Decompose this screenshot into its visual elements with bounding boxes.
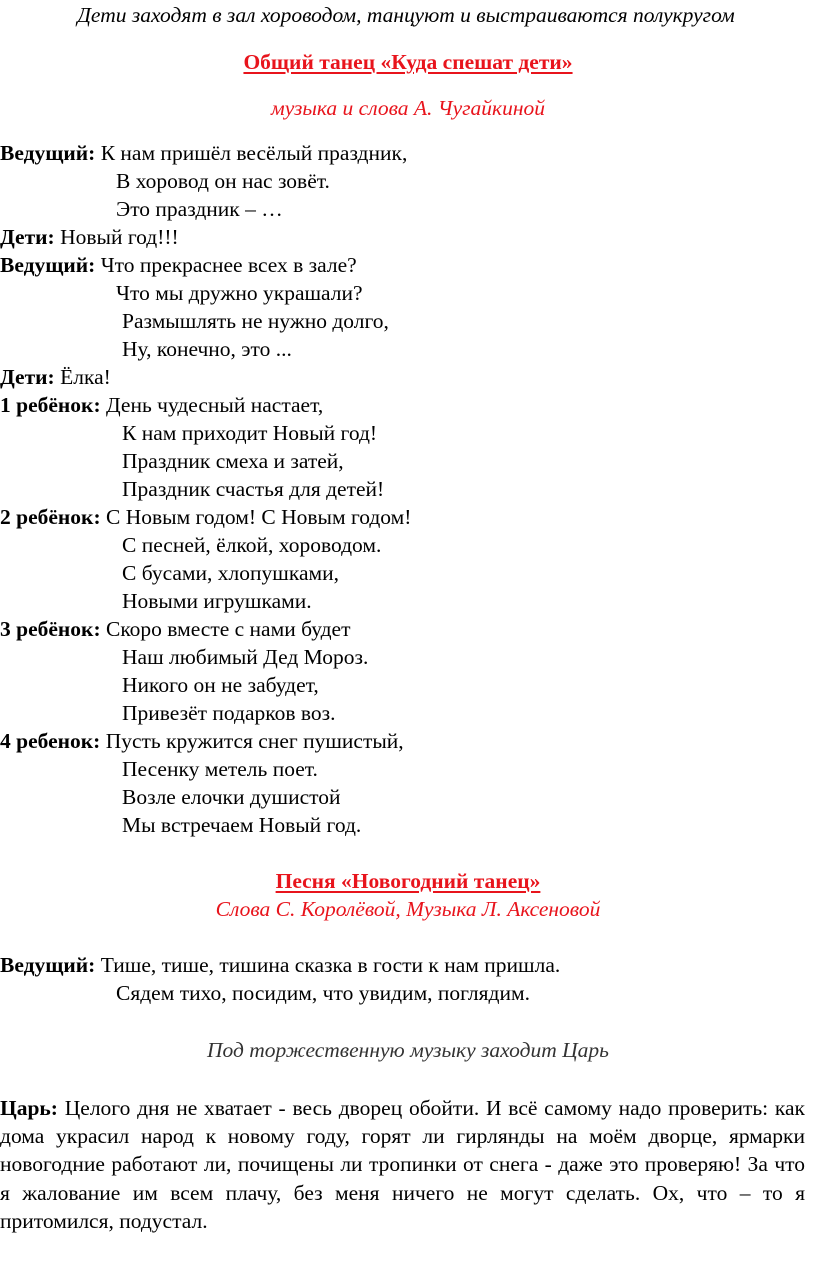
verse-line: К нам приходит Новый год!	[122, 421, 378, 445]
verse-line	[0, 391, 323, 419]
verse-line: Новыми игрушками.	[122, 589, 312, 613]
verse-line: Привезёт подарков воз.	[122, 701, 336, 725]
speaker-label: 4 ребенок:	[0, 729, 101, 753]
speaker-label: Ведущий:	[0, 953, 96, 977]
speaker-label: Дети:	[0, 225, 55, 249]
dance-credits: музыка и слова А. Чугайкиной	[270, 96, 546, 120]
song-credits: Слова С. Королёвой, Музыка Л. Аксеновой	[215, 897, 601, 921]
verse-line	[0, 139, 407, 167]
tsar-stage-direction: Под торжественную музыку заходит Царь	[207, 1038, 609, 1062]
verse-line: Никого он не забудет,	[122, 673, 319, 697]
verse-text: Что прекраснее всех в зале?	[100, 253, 357, 277]
speaker-label: 2 ребёнок:	[0, 505, 101, 529]
intro-stage-direction: Дети заходят в зал хороводом, танцуют и выстраиваются полукругом	[77, 3, 735, 27]
verse-text: Пусть кружится снег пушистый,	[105, 729, 404, 753]
speaker-label: 3 ребёнок:	[0, 617, 101, 641]
verse-line: Это праздник – …	[116, 197, 283, 221]
verse-line: Праздник смеха и затей,	[122, 449, 344, 473]
verse-text: Скоро вместе с нами будет	[105, 617, 351, 641]
verse-line: Песенку метель поет.	[122, 757, 318, 781]
verse-line	[0, 727, 404, 755]
verse-line: Сядем тихо, посидим, что увидим, поглядим.	[116, 981, 530, 1005]
verse-line	[0, 251, 357, 279]
speaker-label: Царь:	[0, 1096, 58, 1120]
verse-line: С бусами, хлопушками,	[122, 561, 339, 585]
speaker-label: Ведущий:	[0, 141, 96, 165]
verse-line: Мы встречаем Новый год.	[122, 813, 362, 837]
verse-text: Новый год!!!	[60, 225, 179, 249]
verse-line: Что мы дружно украшали?	[116, 281, 363, 305]
dance-title: Общий танец «Куда спешат дети»	[243, 50, 573, 74]
verse-text: Ёлка!	[60, 365, 111, 389]
verse-text: С Новым годом! С Новым годом!	[105, 505, 412, 529]
verse-line	[0, 951, 560, 979]
verse-text: Тише, тише, тишина сказка в гости к нам пришла.	[100, 953, 561, 977]
verse-line: Возле елочки душистой	[122, 785, 341, 809]
song-title: Песня «Новогодний танец»	[275, 869, 541, 893]
tsar-paragraph	[0, 1094, 805, 1235]
verse-line: Праздник счастья для детей!	[122, 477, 385, 501]
verse-line	[0, 363, 111, 391]
verse-line: С песней, ёлкой, хороводом.	[122, 533, 382, 557]
verse-line: Наш любимый Дед Мороз.	[122, 645, 369, 669]
verse-line: Ну, конечно, это ...	[122, 337, 292, 361]
speaker-label: Ведущий:	[0, 253, 96, 277]
verse-line	[0, 615, 350, 643]
speaker-label: Дети:	[0, 365, 55, 389]
tsar-speech: Целого дня не хватает - весь дворец обойти. И всё самому надо проверить: как дома украсил народ к новому году, горят ли гирлянды на моём дворце, ярмарки новогодние работают ли, почищены ли тропинки от снега - даже это проверяю! За что я жалование им всем плачу, без меня ничего не могут сделать. Ох, что – то я притомился, подустал.	[0, 1096, 806, 1233]
verse-line	[0, 223, 179, 251]
speaker-label: 1 ребёнок:	[0, 393, 101, 417]
verse-text: К нам пришёл весёлый праздник,	[100, 141, 408, 165]
verse-line	[0, 503, 411, 531]
verse-line: В хоровод он нас зовёт.	[116, 169, 330, 193]
verse-text: День чудесный настает,	[105, 393, 324, 417]
verse-line: Размышлять не нужно долго,	[122, 309, 389, 333]
